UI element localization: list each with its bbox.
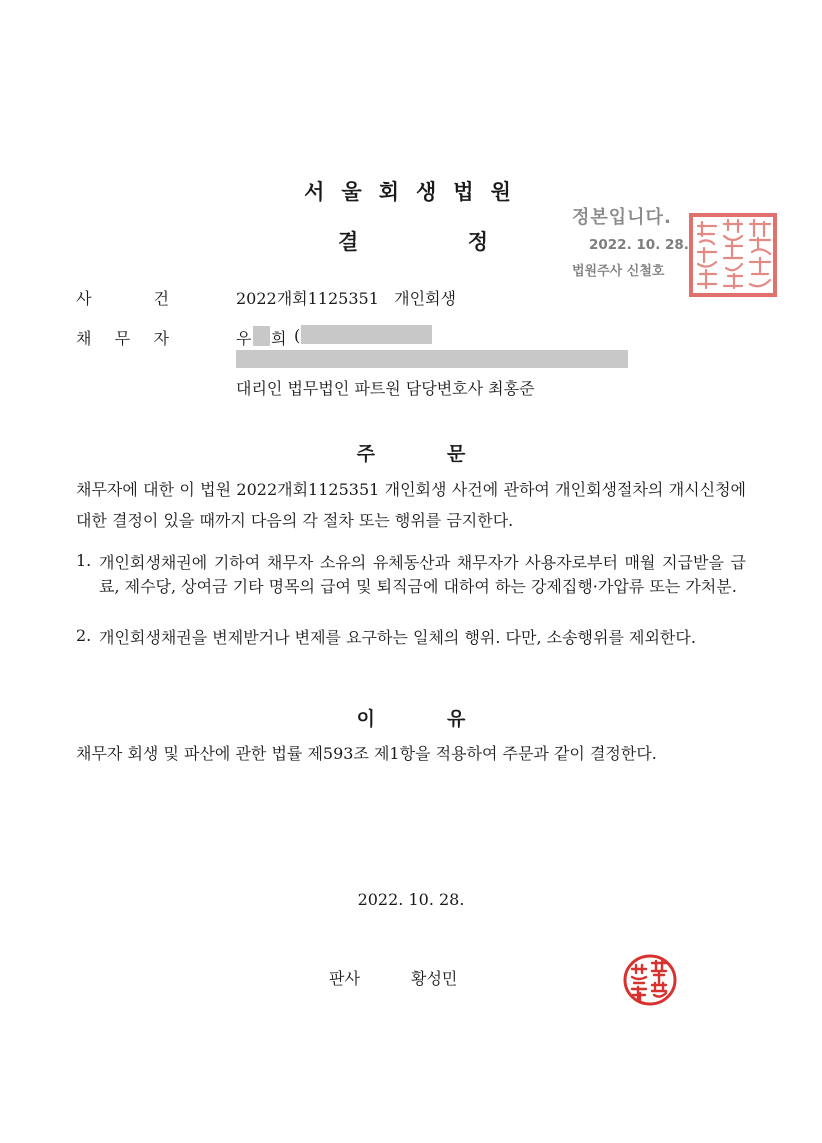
reason-heading-char: 유 <box>447 708 466 730</box>
case-label <box>76 286 169 309</box>
order-intro: 채무자에 대한 이 법원 2022개회1125351 개인회생 사건에 관하여 개인회생절차의 개시신청에 대한 결정이 있을 때까지 다음의 각 절차 또는 행위를 금지한다. <box>76 480 746 530</box>
debtor-name-first: 우 <box>236 329 252 348</box>
order-heading <box>0 439 822 466</box>
debtor-name-last: 희 <box>271 329 287 348</box>
order-item-number: 2. <box>76 626 92 645</box>
document-type-char: 결 <box>338 230 359 254</box>
redaction-block <box>301 325 432 344</box>
order-item-text: 개인회생채권에 기하여 채무자 소유의 유체동산과 채무자가 사용자로부터 매월 지급받을 급료, 제수당, 상여금 기타 명목의 급여 및 퇴직금에 대하여 하는 강제집행·가압류 또는 가처분. <box>99 553 746 596</box>
order-heading-char: 주 <box>356 443 375 465</box>
debtor-label-char: 무 <box>114 329 131 348</box>
reason-text: 채무자 회생 및 파산에 관한 법률 제593조 제1항을 적용하여 주문과 같이 결정한다. <box>76 744 657 763</box>
court-clerk-name: 법원주사 신철호 <box>572 264 665 279</box>
case-number: 2022개회1125351 개인회생 <box>236 289 456 308</box>
reason-heading-char: 이 <box>356 708 375 730</box>
judge-seal-icon <box>622 953 678 1007</box>
certified-copy-label: 정본입니다. <box>572 207 672 228</box>
debtor-paren: ( <box>294 326 301 345</box>
reason-heading <box>0 704 822 731</box>
court-name: 서울회생법원 <box>304 180 528 204</box>
case-label-char: 건 <box>153 289 169 308</box>
address-redaction-block <box>236 350 628 368</box>
judge-name: 황성민 <box>411 969 458 988</box>
document-type <box>338 226 488 256</box>
case-label-char: 사 <box>76 289 92 308</box>
debtor-agent: 대리인 법무법인 파트원 담당변호사 최홍준 <box>236 379 535 398</box>
certified-copy-date: 2022. 10. 28. <box>589 237 689 253</box>
document-type-char: 정 <box>467 230 488 254</box>
debtor-label-char: 채 <box>76 329 92 348</box>
court-clerk-seal-icon <box>688 212 778 298</box>
debtor-label-char: 자 <box>153 329 169 348</box>
order-item-text: 개인회생채권을 변제받거나 변제를 요구하는 일체의 행위. 다만, 소송행위를 제외한다. <box>99 628 696 647</box>
order-heading-char: 문 <box>447 443 466 465</box>
order-item-number: 1. <box>76 551 92 570</box>
decision-date: 2022. 10. 28. <box>357 890 465 909</box>
debtor-label <box>76 326 169 349</box>
redaction-block <box>253 326 270 346</box>
judge-title: 판사 <box>329 969 360 988</box>
